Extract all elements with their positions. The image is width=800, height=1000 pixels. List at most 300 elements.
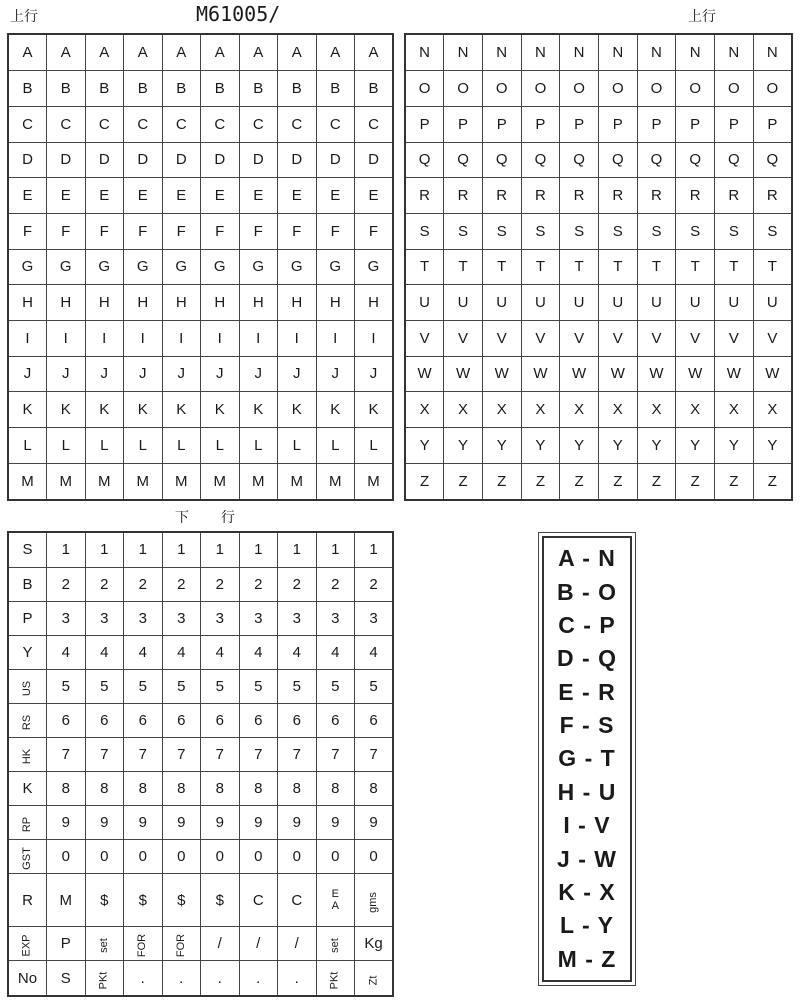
grid-cell bbox=[8, 805, 47, 839]
grid-cell bbox=[47, 737, 86, 771]
grid-cell: Q bbox=[560, 142, 599, 178]
grid-cell: O bbox=[598, 71, 637, 107]
grid-cell: R bbox=[560, 178, 599, 214]
grid-cell: Q bbox=[753, 142, 792, 178]
grid-row bbox=[8, 927, 393, 961]
grid-cell: V bbox=[676, 320, 715, 356]
grid-cell bbox=[162, 805, 201, 839]
grid-cell bbox=[124, 601, 163, 635]
grid-cell: B bbox=[239, 71, 278, 107]
grid-cell-text: 0 bbox=[138, 848, 147, 865]
grid-cell-text: 2 bbox=[369, 575, 378, 593]
grid-cell-text: M bbox=[59, 891, 72, 909]
grid-cell: I bbox=[162, 320, 201, 356]
grid-cell-text: 0 bbox=[100, 848, 109, 865]
grid-cell-text: PKt bbox=[97, 971, 110, 990]
letter-pair: L - Y bbox=[560, 912, 614, 939]
grid-cell: N bbox=[598, 34, 637, 71]
grid-cell bbox=[162, 532, 201, 567]
grid-cell: W bbox=[560, 356, 599, 392]
grid-cell: P bbox=[482, 106, 521, 142]
grid-cell: H bbox=[8, 285, 47, 321]
grid-cell: H bbox=[162, 285, 201, 321]
grid-cell: H bbox=[201, 285, 240, 321]
grid-cell: S bbox=[676, 213, 715, 249]
grid-cell: S bbox=[444, 213, 483, 249]
grid-cell: Z bbox=[715, 463, 754, 500]
grid-cell bbox=[85, 927, 124, 961]
grid-cell-text: 4 bbox=[292, 643, 301, 661]
grid-cell: U bbox=[753, 285, 792, 321]
letter-pair: A - N bbox=[558, 545, 616, 572]
grid-cell bbox=[316, 669, 355, 703]
grid-cell: I bbox=[278, 320, 317, 356]
grid-cell bbox=[355, 601, 394, 635]
grid-cell bbox=[124, 839, 163, 873]
grid-cell bbox=[85, 805, 124, 839]
grid-cell: S bbox=[753, 213, 792, 249]
grid-cell bbox=[8, 703, 47, 737]
grid-cell: R bbox=[598, 178, 637, 214]
grid-cell bbox=[8, 532, 47, 567]
grid-cell: M bbox=[278, 463, 317, 500]
grid-cell-text: . bbox=[179, 969, 184, 987]
grid-cell bbox=[201, 601, 240, 635]
grid-cell-text: $ bbox=[138, 891, 147, 909]
grid-cell bbox=[355, 961, 394, 996]
grid-cell-text: C bbox=[291, 891, 303, 909]
grid-cell: N bbox=[482, 34, 521, 71]
grid-cell: M bbox=[85, 463, 124, 500]
grid-cell: A bbox=[8, 34, 47, 71]
grid-cell-text: 2 bbox=[61, 575, 70, 593]
grid-cell bbox=[239, 927, 278, 961]
grid-cell bbox=[355, 839, 394, 873]
grid-cell: F bbox=[124, 213, 163, 249]
grid-cell: R bbox=[715, 178, 754, 214]
grid-cell: Z bbox=[598, 463, 637, 500]
grid-cell: Z bbox=[521, 463, 560, 500]
grid-row bbox=[8, 320, 393, 356]
grid-cell-text: 4 bbox=[61, 643, 70, 661]
grid-cell: M bbox=[47, 463, 86, 500]
grid-cell-text: set bbox=[328, 938, 341, 954]
grid-cell: C bbox=[316, 106, 355, 142]
grid-cell: Y bbox=[444, 428, 483, 464]
grid-cell bbox=[316, 839, 355, 873]
grid-row bbox=[8, 737, 393, 771]
grid-cell bbox=[239, 874, 278, 927]
grid-cell: H bbox=[316, 285, 355, 321]
grid-cell: P bbox=[444, 106, 483, 142]
grid-cell bbox=[316, 805, 355, 839]
grid-cell-text: 7 bbox=[215, 745, 224, 763]
grid-cell: J bbox=[239, 356, 278, 392]
grid-cell bbox=[124, 532, 163, 567]
grid-cell: M bbox=[355, 463, 394, 500]
grid-cell: C bbox=[8, 106, 47, 142]
grid-cell: A bbox=[278, 34, 317, 71]
grid-cell: X bbox=[560, 392, 599, 428]
grid-cell-text: 4 bbox=[369, 643, 378, 661]
grid-cell-text: 2 bbox=[100, 575, 109, 593]
grid-cell: Y bbox=[560, 428, 599, 464]
grid-cell bbox=[355, 567, 394, 601]
grid-cell bbox=[278, 961, 317, 996]
grid-cell: V bbox=[521, 320, 560, 356]
grid-cell bbox=[278, 532, 317, 567]
grid-cell: D bbox=[47, 142, 86, 178]
grid-cell-text: 4 bbox=[138, 643, 147, 661]
grid-cell bbox=[355, 532, 394, 567]
grid-cell bbox=[316, 874, 355, 927]
grid-cell-text: 8 bbox=[215, 779, 224, 797]
letter-pair: E - R bbox=[558, 678, 616, 705]
grid-cell: O bbox=[482, 71, 521, 107]
grid-cell: O bbox=[444, 71, 483, 107]
grid-cell: A bbox=[85, 34, 124, 71]
grid-row bbox=[8, 428, 393, 464]
grid-cell: E bbox=[355, 178, 394, 214]
grid-cell: C bbox=[124, 106, 163, 142]
grid-row bbox=[405, 106, 792, 142]
grid-cell-text: 9 bbox=[331, 813, 340, 831]
grid-cell-text: / bbox=[294, 935, 299, 953]
grid-cell: V bbox=[598, 320, 637, 356]
grid-cell: B bbox=[278, 71, 317, 107]
grid-cell: E bbox=[85, 178, 124, 214]
grid-cell: K bbox=[8, 392, 47, 428]
grid-cell-text: 3 bbox=[177, 609, 186, 627]
grid-cell bbox=[85, 601, 124, 635]
grid-cell: J bbox=[47, 356, 86, 392]
grid-cell-text: 9 bbox=[100, 813, 109, 831]
letter-pair: K - X bbox=[558, 878, 616, 905]
grid-cell-text: 8 bbox=[138, 779, 147, 797]
lower-section-label: 下 行 bbox=[175, 509, 249, 525]
grid-cell: E bbox=[239, 178, 278, 214]
grid-row bbox=[8, 106, 393, 142]
grid-cell bbox=[278, 669, 317, 703]
grid-cell-text: 8 bbox=[100, 779, 109, 797]
grid-cell: F bbox=[316, 213, 355, 249]
grid-cell: Y bbox=[715, 428, 754, 464]
grid-cell: U bbox=[444, 285, 483, 321]
grid-cell bbox=[278, 771, 317, 805]
grid-cell-text: 3 bbox=[292, 609, 301, 627]
grid-cell: G bbox=[47, 249, 86, 285]
grid-cell bbox=[239, 737, 278, 771]
grid-cell: D bbox=[239, 142, 278, 178]
letter-pair: C - P bbox=[558, 611, 616, 638]
grid-cell: G bbox=[8, 249, 47, 285]
grid-cell: B bbox=[355, 71, 394, 107]
grid-cell-text: 9 bbox=[177, 813, 186, 831]
grid-cell bbox=[85, 839, 124, 873]
grid-row bbox=[8, 703, 393, 737]
grid-cell: G bbox=[355, 249, 394, 285]
grid-cell bbox=[201, 874, 240, 927]
grid-cell-text: 9 bbox=[215, 813, 224, 831]
grid-cell: L bbox=[162, 428, 201, 464]
grid-cell-text: 3 bbox=[100, 609, 109, 627]
grid-cell-text: 4 bbox=[254, 643, 263, 661]
grid-row bbox=[405, 213, 792, 249]
grid-cell: L bbox=[278, 428, 317, 464]
grid-cell bbox=[239, 703, 278, 737]
grid-cell-text: PKt bbox=[328, 971, 341, 990]
header-label-right: 上行 bbox=[688, 8, 716, 24]
grid-cell: T bbox=[676, 249, 715, 285]
grid-cell: N bbox=[753, 34, 792, 71]
upper-grid-n-to-z bbox=[404, 33, 793, 501]
grid-cell: H bbox=[355, 285, 394, 321]
grid-cell-text: 1 bbox=[215, 541, 224, 559]
grid-cell-text: 6 bbox=[177, 711, 186, 729]
grid-cell bbox=[85, 771, 124, 805]
grid-row bbox=[405, 71, 792, 107]
grid-cell: F bbox=[355, 213, 394, 249]
grid-cell-text: Kg bbox=[364, 935, 383, 953]
grid-cell: G bbox=[278, 249, 317, 285]
grid-row bbox=[8, 285, 393, 321]
grid-cell: S bbox=[715, 213, 754, 249]
grid-cell: P bbox=[598, 106, 637, 142]
grid-cell: I bbox=[316, 320, 355, 356]
grid-cell-text: 7 bbox=[254, 745, 263, 763]
grid-cell-text: 4 bbox=[331, 643, 340, 661]
grid-cell bbox=[239, 601, 278, 635]
grid-cell bbox=[162, 635, 201, 669]
grid-cell: F bbox=[278, 213, 317, 249]
grid-cell bbox=[162, 703, 201, 737]
grid-cell-text: 5 bbox=[61, 677, 70, 695]
grid-row bbox=[405, 178, 792, 214]
grid-cell: M bbox=[316, 463, 355, 500]
grid-cell: T bbox=[715, 249, 754, 285]
grid-row bbox=[405, 285, 792, 321]
grid-cell: T bbox=[405, 249, 444, 285]
grid-cell bbox=[8, 737, 47, 771]
letter-pair: F - S bbox=[559, 712, 615, 739]
grid-cell: H bbox=[278, 285, 317, 321]
grid-cell bbox=[278, 601, 317, 635]
grid-cell bbox=[316, 737, 355, 771]
grid-cell-text: 8 bbox=[254, 779, 263, 797]
grid-row bbox=[405, 392, 792, 428]
grid-row bbox=[8, 805, 393, 839]
grid-cell: X bbox=[521, 392, 560, 428]
grid-cell: L bbox=[85, 428, 124, 464]
grid-cell bbox=[316, 635, 355, 669]
grid-cell: W bbox=[598, 356, 637, 392]
grid-cell: K bbox=[162, 392, 201, 428]
grid-cell bbox=[278, 839, 317, 873]
grid-cell: D bbox=[8, 142, 47, 178]
grid-cell: X bbox=[676, 392, 715, 428]
letter-pair: J - W bbox=[557, 845, 617, 872]
grid-cell-text: 7 bbox=[61, 745, 70, 763]
grid-cell: I bbox=[239, 320, 278, 356]
grid-cell: D bbox=[316, 142, 355, 178]
grid-cell bbox=[162, 601, 201, 635]
grid-cell-text: 1 bbox=[61, 541, 70, 559]
grid-cell: V bbox=[482, 320, 521, 356]
letter-pair: I - V bbox=[563, 812, 611, 839]
grid-cell bbox=[124, 669, 163, 703]
grid-cell: U bbox=[715, 285, 754, 321]
grid-cell: D bbox=[201, 142, 240, 178]
grid-cell: B bbox=[316, 71, 355, 107]
grid-cell bbox=[124, 567, 163, 601]
grid-cell: J bbox=[278, 356, 317, 392]
grid-cell-text: 0 bbox=[331, 848, 340, 865]
grid-cell: C bbox=[162, 106, 201, 142]
grid-cell: O bbox=[715, 71, 754, 107]
grid-cell: G bbox=[201, 249, 240, 285]
grid-cell: A bbox=[47, 34, 86, 71]
grid-cell bbox=[239, 805, 278, 839]
grid-cell: G bbox=[162, 249, 201, 285]
grid-cell: R bbox=[637, 178, 676, 214]
grid-cell bbox=[355, 874, 394, 927]
letter-pair: G - T bbox=[558, 745, 616, 772]
grid-cell: C bbox=[201, 106, 240, 142]
grid-cell: Y bbox=[598, 428, 637, 464]
grid-row bbox=[405, 356, 792, 392]
grid-cell: F bbox=[8, 213, 47, 249]
grid-cell-text: 1 bbox=[254, 541, 263, 559]
grid-cell-text: Y bbox=[22, 643, 33, 661]
grid-cell: I bbox=[124, 320, 163, 356]
grid-cell: O bbox=[676, 71, 715, 107]
grid-cell: R bbox=[521, 178, 560, 214]
grid-cell: F bbox=[162, 213, 201, 249]
grid-cell bbox=[201, 737, 240, 771]
grid-row bbox=[8, 71, 393, 107]
grid-cell: H bbox=[85, 285, 124, 321]
grid-cell-text: 5 bbox=[369, 677, 378, 695]
letter-pair: D - Q bbox=[557, 645, 617, 672]
grid-cell: L bbox=[8, 428, 47, 464]
grid-cell: L bbox=[239, 428, 278, 464]
grid-row bbox=[405, 463, 792, 500]
grid-row bbox=[8, 839, 393, 873]
grid-cell: L bbox=[316, 428, 355, 464]
grid-cell bbox=[278, 927, 317, 961]
grid-cell bbox=[47, 567, 86, 601]
grid-cell: I bbox=[355, 320, 394, 356]
grid-cell: K bbox=[316, 392, 355, 428]
grid-cell bbox=[239, 839, 278, 873]
grid-row bbox=[8, 532, 393, 567]
grid-cell bbox=[162, 927, 201, 961]
grid-cell bbox=[8, 874, 47, 927]
grid-cell: R bbox=[405, 178, 444, 214]
grid-cell bbox=[85, 635, 124, 669]
grid-cell: O bbox=[637, 71, 676, 107]
grid-cell-text: RS bbox=[21, 714, 33, 730]
grid-cell: A bbox=[162, 34, 201, 71]
header-label-left: 上行 bbox=[10, 8, 38, 24]
grid-cell: P bbox=[405, 106, 444, 142]
grid-cell: D bbox=[124, 142, 163, 178]
grid-cell: S bbox=[405, 213, 444, 249]
grid-cell bbox=[47, 669, 86, 703]
grid-cell: E bbox=[124, 178, 163, 214]
grid-cell: H bbox=[124, 285, 163, 321]
grid-cell bbox=[239, 771, 278, 805]
grid-row bbox=[8, 356, 393, 392]
grid-cell bbox=[162, 567, 201, 601]
grid-cell: B bbox=[47, 71, 86, 107]
grid-cell-text: . bbox=[294, 969, 299, 987]
grid-cell-text: 4 bbox=[100, 643, 109, 661]
grid-cell bbox=[239, 669, 278, 703]
grid-cell-text: 6 bbox=[100, 711, 109, 729]
grid-cell bbox=[201, 703, 240, 737]
grid-cell: C bbox=[278, 106, 317, 142]
grid-cell-text: 9 bbox=[138, 813, 147, 831]
grid-cell: T bbox=[753, 249, 792, 285]
grid-cell-text: EXP bbox=[20, 934, 33, 957]
grid-cell bbox=[355, 737, 394, 771]
grid-cell bbox=[47, 805, 86, 839]
grid-cell: T bbox=[444, 249, 483, 285]
grid-cell: H bbox=[47, 285, 86, 321]
grid-cell: E bbox=[316, 178, 355, 214]
grid-cell bbox=[8, 839, 47, 873]
grid-cell-text: 9 bbox=[61, 813, 70, 831]
grid-cell-text: 6 bbox=[292, 711, 301, 729]
document-code: M61005/ bbox=[196, 2, 281, 26]
grid-cell: Y bbox=[753, 428, 792, 464]
grid-cell-text: 8 bbox=[61, 779, 70, 797]
grid-row bbox=[8, 142, 393, 178]
grid-cell-text: 1 bbox=[331, 541, 340, 559]
grid-cell-text: 0 bbox=[61, 848, 70, 865]
grid-cell: M bbox=[8, 463, 47, 500]
grid-cell: U bbox=[676, 285, 715, 321]
grid-cell bbox=[8, 771, 47, 805]
grid-cell bbox=[85, 532, 124, 567]
grid-cell: C bbox=[85, 106, 124, 142]
grid-cell: S bbox=[637, 213, 676, 249]
grid-cell-text: 4 bbox=[177, 643, 186, 661]
grid-cell: A bbox=[316, 34, 355, 71]
grid-row bbox=[8, 392, 393, 428]
letter-pair-legend bbox=[538, 532, 636, 986]
grid-cell-text: B bbox=[22, 575, 33, 593]
grid-cell bbox=[239, 961, 278, 996]
grid-cell bbox=[355, 635, 394, 669]
grid-cell bbox=[355, 927, 394, 961]
grid-cell-text: 2 bbox=[215, 575, 224, 593]
grid-row bbox=[405, 34, 792, 71]
grid-cell bbox=[124, 961, 163, 996]
grid-cell: Z bbox=[637, 463, 676, 500]
grid-cell bbox=[8, 635, 47, 669]
grid-cell bbox=[355, 805, 394, 839]
grid-cell bbox=[124, 771, 163, 805]
grid-cell: I bbox=[47, 320, 86, 356]
grid-cell: S bbox=[598, 213, 637, 249]
grid-cell: Z bbox=[560, 463, 599, 500]
grid-cell: E bbox=[162, 178, 201, 214]
grid-cell bbox=[47, 961, 86, 996]
grid-cell: R bbox=[676, 178, 715, 214]
grid-cell: D bbox=[162, 142, 201, 178]
